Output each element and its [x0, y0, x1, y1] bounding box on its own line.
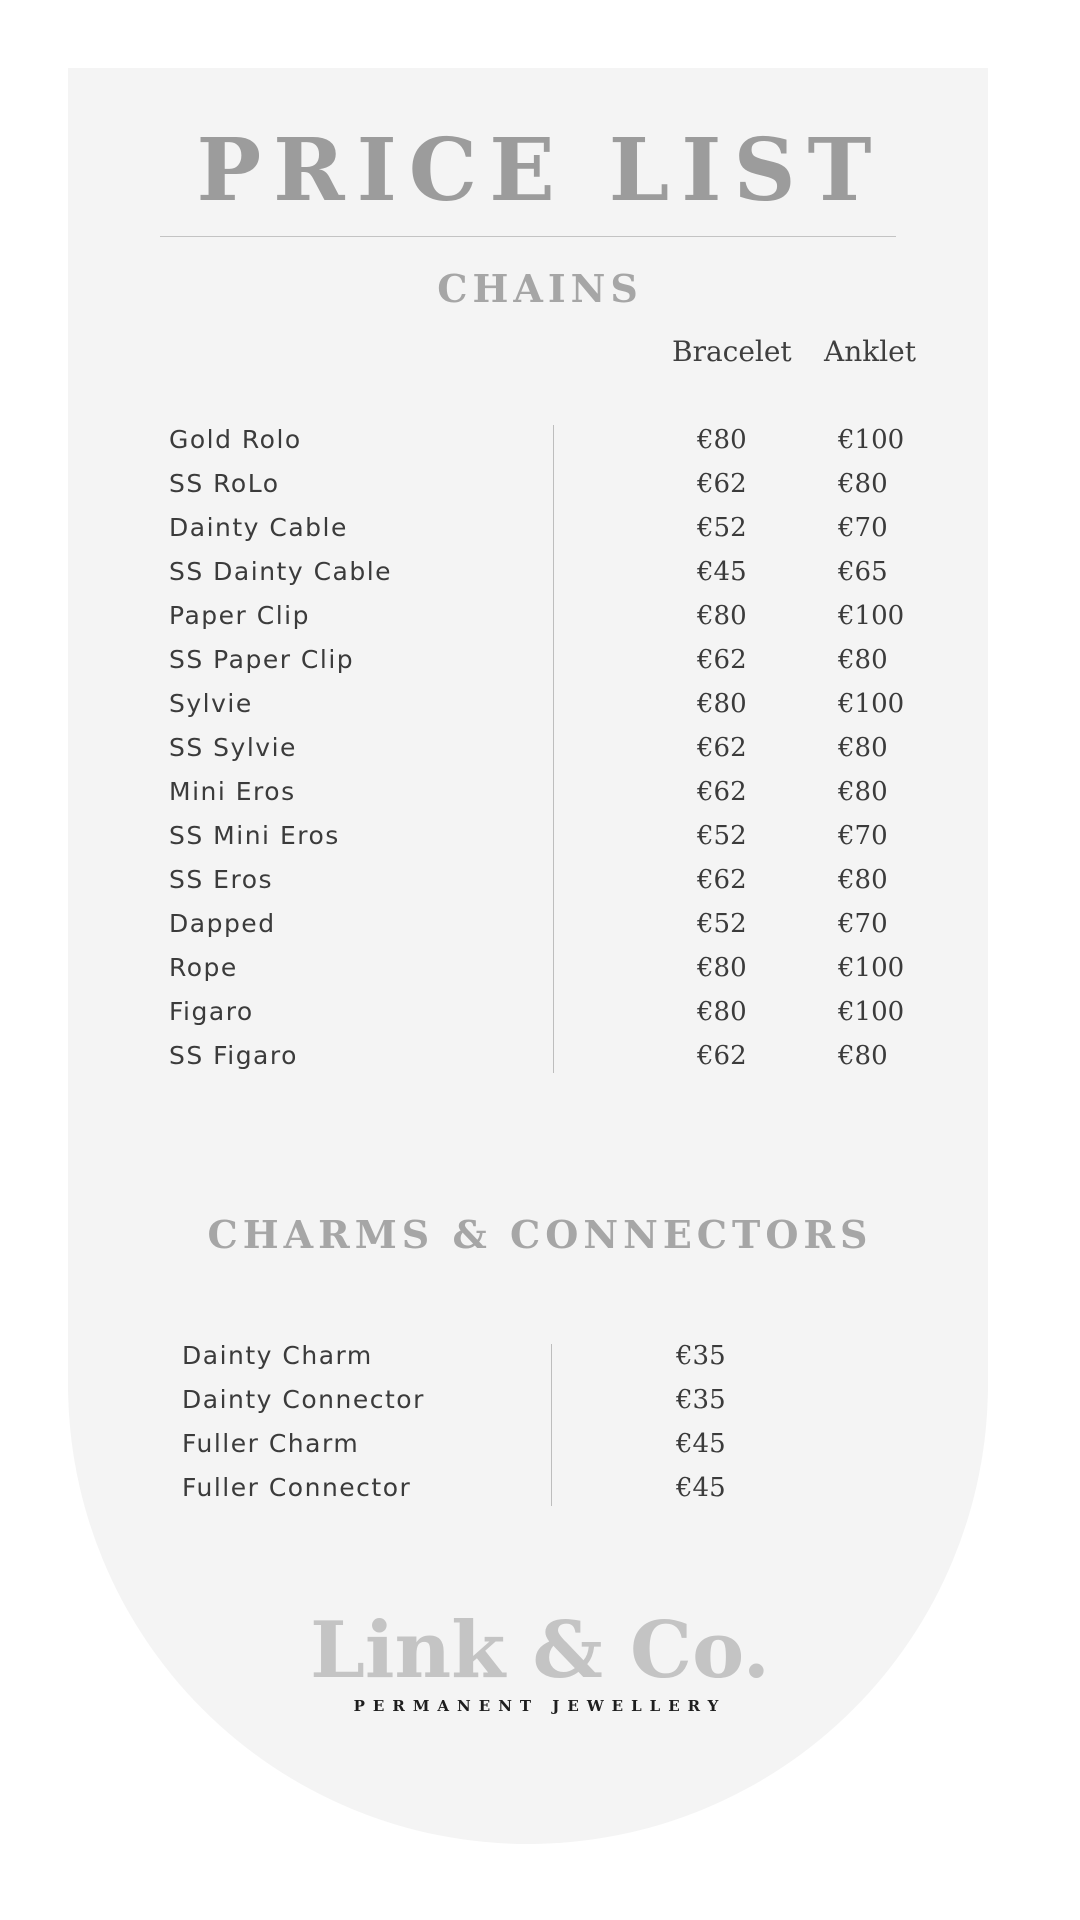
chain-row: [0, 770, 1080, 814]
anklet-price: €80: [838, 469, 888, 499]
chain-row: [0, 726, 1080, 770]
chain-row: [0, 682, 1080, 726]
chain-name: Paper Clip: [169, 601, 310, 630]
chain-row: [0, 506, 1080, 550]
charm-price: €35: [676, 1341, 726, 1371]
bracelet-price: €62: [697, 469, 747, 499]
charm-name: Fuller Charm: [182, 1429, 360, 1458]
anklet-price: €100: [838, 953, 905, 983]
bracelet-price: €80: [697, 953, 747, 983]
bracelet-price: €62: [697, 1041, 747, 1071]
charms-heading: CHARMS & CONNECTORS: [207, 1212, 873, 1257]
anklet-price: €80: [838, 733, 888, 763]
chain-name: Dapped: [169, 909, 276, 938]
chain-name: SS Sylvie: [169, 733, 297, 762]
anklet-price: €100: [838, 689, 905, 719]
anklet-price: €80: [838, 777, 888, 807]
charm-row: [0, 1378, 1080, 1422]
chain-name: SS Paper Clip: [169, 645, 355, 674]
page-title: PRICE LIST: [196, 120, 884, 221]
chain-row: [0, 462, 1080, 506]
charm-price: €35: [676, 1385, 726, 1415]
title-divider: [160, 236, 896, 237]
bracelet-price: €62: [697, 777, 747, 807]
chain-row: [0, 990, 1080, 1034]
chain-row: [0, 946, 1080, 990]
chain-row: [0, 858, 1080, 902]
anklet-price: €70: [838, 909, 888, 939]
chain-row: [0, 550, 1080, 594]
charm-row: [0, 1422, 1080, 1466]
charm-row: [0, 1334, 1080, 1378]
bracelet-price: €52: [697, 513, 747, 543]
anklet-price: €65: [838, 557, 888, 587]
chain-row: [0, 814, 1080, 858]
chain-row: [0, 1034, 1080, 1078]
bracelet-price: €80: [697, 601, 747, 631]
anklet-price: €100: [838, 601, 905, 631]
anklet-price: €80: [838, 1041, 888, 1071]
charm-price: €45: [676, 1429, 726, 1459]
bracelet-price: €62: [697, 733, 747, 763]
chain-name: Sylvie: [169, 689, 253, 718]
charm-name: Fuller Connector: [182, 1473, 412, 1502]
chain-row: [0, 902, 1080, 946]
bracelet-price: €62: [697, 645, 747, 675]
anklet-price: €80: [838, 645, 888, 675]
chain-name: SS Eros: [169, 865, 274, 894]
charm-price: €45: [676, 1473, 726, 1503]
charm-name: Dainty Charm: [182, 1341, 373, 1370]
chains-heading: CHAINS: [437, 266, 643, 311]
chain-name: Mini Eros: [169, 777, 296, 806]
bracelet-price: €80: [697, 425, 747, 455]
brand-tagline: PERMANENT JEWELLERY: [353, 1697, 727, 1715]
chain-name: SS Figaro: [169, 1041, 298, 1070]
charm-name: Dainty Connector: [182, 1385, 425, 1414]
chain-name: Figaro: [169, 997, 254, 1026]
anklet-column-header: Anklet: [824, 335, 916, 368]
bracelet-price: €52: [697, 909, 747, 939]
chain-name: SS Mini Eros: [169, 821, 340, 850]
brand-logo: Link & Co.: [310, 1605, 770, 1696]
chain-name: SS Dainty Cable: [169, 557, 393, 586]
anklet-price: €70: [838, 513, 888, 543]
chain-name: Rope: [169, 953, 238, 982]
anklet-price: €80: [838, 865, 888, 895]
charm-row: [0, 1466, 1080, 1510]
bracelet-price: €45: [697, 557, 747, 587]
chain-row: [0, 418, 1080, 462]
bracelet-column-header: Bracelet: [672, 335, 792, 368]
chain-row: [0, 594, 1080, 638]
chain-name: Gold Rolo: [169, 425, 302, 454]
chain-name: Dainty Cable: [169, 513, 348, 542]
anklet-price: €100: [838, 997, 905, 1027]
bracelet-price: €62: [697, 865, 747, 895]
bracelet-price: €80: [697, 997, 747, 1027]
anklet-price: €100: [838, 425, 905, 455]
chain-row: [0, 638, 1080, 682]
chain-name: SS RoLo: [169, 469, 280, 498]
anklet-price: €70: [838, 821, 888, 851]
bracelet-price: €80: [697, 689, 747, 719]
bracelet-price: €52: [697, 821, 747, 851]
